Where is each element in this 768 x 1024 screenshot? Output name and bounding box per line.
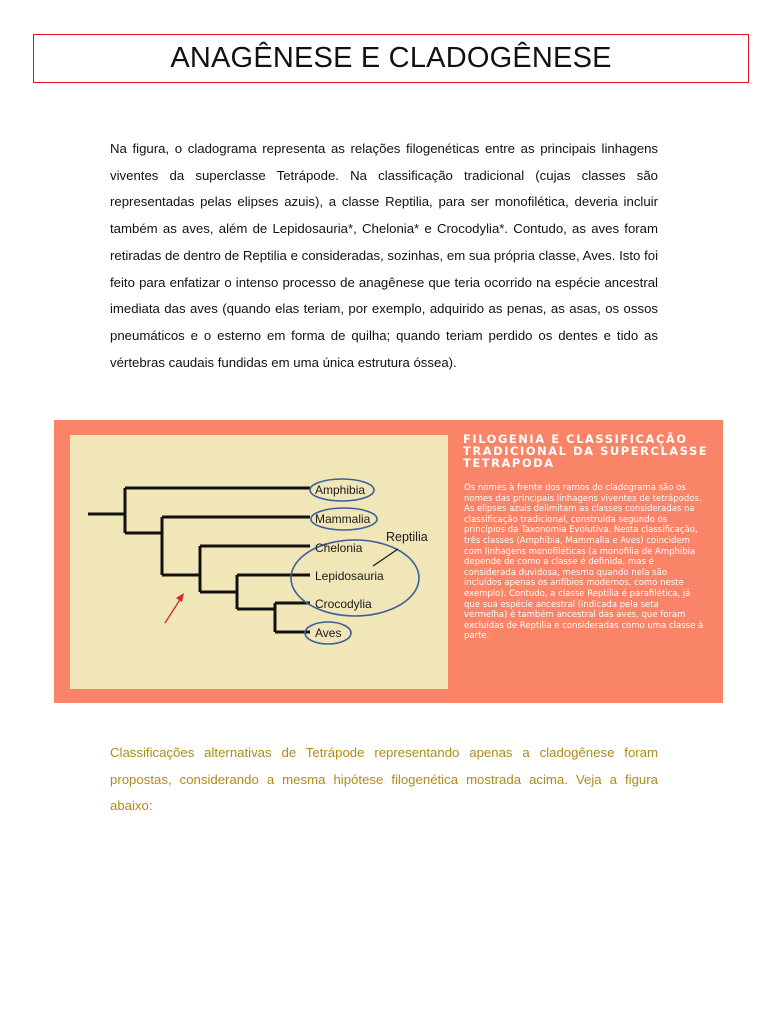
reptilia-pointer bbox=[373, 549, 398, 566]
ancestor-arrow bbox=[165, 593, 184, 623]
page-title: ANAGÊNESE E CLADOGÊNESE bbox=[170, 42, 612, 74]
label-crocodylia: Crocodylia bbox=[315, 597, 372, 611]
followup-paragraph: Classificações alternativas de Tetrápode representando apenas a cladogênese foram propostas, considerando a mesma hipótese filogenética mostrada acima. Veja a figura abaixo: bbox=[110, 745, 658, 814]
cladogram-figure bbox=[54, 420, 723, 703]
intro-paragraph: Na figura, o cladograma representa as relações filogenéticas entre as principais linhagens viventes da superclasse Tetrápode. Na classificação tradicional (cujas classes são representadas pelas elipses azuis), a classe Reptilia, para ser monofilética, deveria incluir também as aves, além de Lepidosauria*, Chelonia* e Crocodylia*. Contudo, as aves foram retiradas de dentro de Reptilia e consideradas, sozinhas, em sua própria classe, Aves. Isto foi feito para enfatizar o intenso processo de anagênese que teria ocorrido na espécie ancestral imediata das aves (quando elas teriam, por exemplo, adquirido as penas, as asas, os ossos pneumáticos e o esterno em forma de quilha; quando teriam perdido os dentes e tido as vértebras caudais fundidas em uma única estrutura óssea). bbox=[110, 141, 658, 370]
label-mammalia: Mammalia bbox=[315, 512, 371, 526]
label-lepidosauria: Lepidosauria bbox=[315, 569, 384, 583]
cladogram-panel bbox=[70, 435, 448, 689]
title-box bbox=[33, 34, 749, 83]
figure-caption: Os nomes à frente dos ramos do cladograma são os nomes das principais linhagens viventes de tetrápodos. As elipses azuis delimitam as classes consideradas na classificação tradicional, construída segundo os princípios da Taxonomia Evolutiva. Nesta classificação, três classes (Amphibia, Mammalia e Aves) coincidem com linhagens monofiléticas (a monofilia de Amphibia depende de como a classe é definida, mas é considerada duvidosa, mesmo quando nela são incluídos apenas os anfíbios modernos, como neste exemplo). Contudo, a classe Reptilia é parafilética, já que sua espécie ancestral (indicada pela seta vermelha) é também ancestral das aves, que foram excluídas de Reptilia e consideradas como uma classe à parte. bbox=[464, 483, 704, 642]
cladogram-branches bbox=[88, 488, 310, 632]
label-reptilia: Reptilia bbox=[386, 530, 428, 544]
label-chelonia: Chelonia bbox=[315, 541, 363, 555]
label-aves: Aves bbox=[315, 626, 342, 640]
label-amphibia: Amphibia bbox=[315, 483, 366, 497]
figure-title: FILOGENIA E CLASSIFICAÇÃO TRADICIONAL DA SUPERCLASSE TETRAPODA bbox=[463, 432, 709, 470]
cladogram-svg bbox=[70, 435, 448, 689]
classification-ellipses bbox=[291, 479, 419, 644]
